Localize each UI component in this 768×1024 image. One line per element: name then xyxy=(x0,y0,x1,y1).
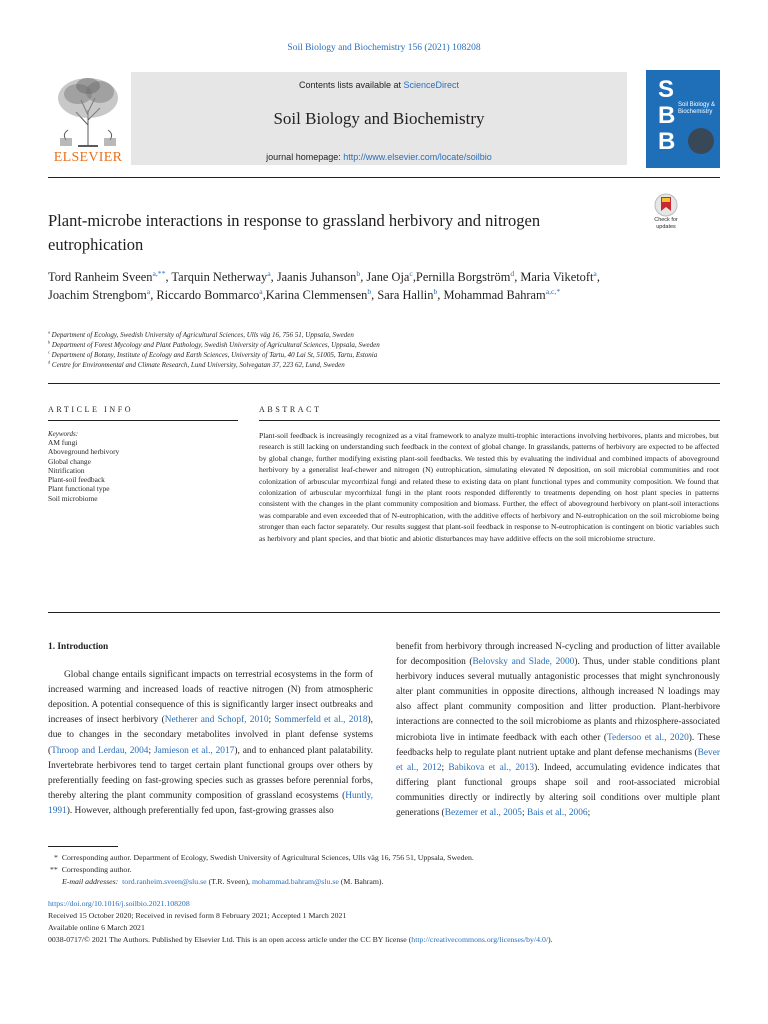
corresponding-author-note: ** Corresponding author. xyxy=(50,865,132,875)
cover-letter: S xyxy=(658,76,675,103)
affiliation xyxy=(48,350,608,360)
body-text: ; xyxy=(587,808,591,819)
footnote-rule xyxy=(48,846,118,847)
body-text: ; xyxy=(522,808,527,819)
author-name[interactable]: Tord Ranheim Sveen xyxy=(48,270,153,284)
author-separator: , xyxy=(437,288,444,302)
homepage-line: journal homepage: http://www.elsevier.com/locate/soilbio xyxy=(266,152,492,162)
affiliation-marker[interactable]: c xyxy=(409,268,413,278)
homepage-link[interactable]: http://www.elsevier.com/locate/soilbio xyxy=(343,152,492,162)
body-text: ). Thus, under stable conditions plant herbivory induces several mutually antagonistic processes that might synchronously alter plant communities in opposite directions, although increased N loadings may also affect plant community composition and litter production. Plant-herbivore interactions are connected to the soil microbiome as plants and rhizosphere-associated microbiota live in intimate feedback with each other ( xyxy=(396,657,720,743)
author-list xyxy=(48,268,608,304)
author-separator: , xyxy=(150,288,157,302)
author-separator: , xyxy=(360,270,367,284)
body-column-right xyxy=(396,640,720,821)
affiliation-marker[interactable]: a xyxy=(259,286,263,296)
affiliation-marker[interactable]: a xyxy=(593,268,597,278)
journal-cover[interactable] xyxy=(646,70,720,168)
body-column-left xyxy=(48,640,373,819)
affiliation-mark: d xyxy=(48,359,51,365)
citation-link[interactable]: Netherer and Schopf, 2010 xyxy=(164,715,269,726)
keyword: AM fungi xyxy=(48,438,78,447)
intro-paragraph xyxy=(48,668,373,819)
body-text: ). These feedbacks help to regulate plant nutrient uptake and plant defense mechanisms ( xyxy=(396,732,720,758)
author-name[interactable]: Riccardo Bommarco xyxy=(156,288,260,302)
affiliation-marker[interactable]: b xyxy=(356,268,361,278)
author-separator: , xyxy=(514,270,521,284)
body-text: ), and to enhanced plant palatability. Invertebrate herbivores tend to target certain plant functional groups over others by preferentially feeding on fast-growing species such as grasses before perennial forbs, thereby altering the plant community composition of grassland ecosystems ( xyxy=(48,745,373,801)
author-separator: , xyxy=(165,270,172,284)
author-name[interactable]: Pernilla Borgström xyxy=(415,270,511,284)
affiliation-marker[interactable]: a,c,* xyxy=(545,286,561,296)
body-text: ; xyxy=(148,745,154,756)
license-line: 0038-0717/© 2021 The Authors. Published by Elsevier Ltd. This is an open access article under the CC BY license (http://creativecommons.org/licenses/by/4.0/). xyxy=(48,935,553,944)
affiliation-marker[interactable]: a xyxy=(146,286,151,296)
article-info-heading: ARTICLE INFO xyxy=(48,405,134,414)
citation-link[interactable]: Babikova et al., 2013 xyxy=(448,762,535,773)
email-addresses: E-mail addresses: tord.ranheim.sveen@slu.se (T.R. Sveen), mohammad.bahram@slu.se (M. Bahram). xyxy=(62,877,384,887)
journal-citation-link[interactable]: Soil Biology and Biochemistry 156 (2021) 108208 xyxy=(287,43,481,53)
affiliation-marker[interactable]: d xyxy=(510,268,515,278)
author-separator: , xyxy=(371,288,378,302)
abstract-rule xyxy=(259,420,720,421)
journal-masthead xyxy=(131,72,627,165)
title-rule xyxy=(48,383,720,384)
citation-link[interactable]: Sommerfeld et al., 2018 xyxy=(274,715,368,726)
intro-paragraph-continued xyxy=(396,640,720,821)
history-dates: Received 15 October 2020; Received in revised form 8 February 2021; Accepted 1 March 2021 xyxy=(48,911,347,920)
cover-letter: B xyxy=(658,128,676,155)
check-for-updates-badge[interactable] xyxy=(646,193,686,231)
keyword-list xyxy=(48,438,218,503)
abstract-text: Plant-soil feedback is increasingly recognized as a vital framework to analyze multi-trophic interactions involving herbivores, plants and microbes, but research is still lacking on understanding such feedback in the context of global change. In grasslands, patterns of herbivory are expected to be affected by global change, further modifying existing plant-soil feedbacks. We tested this by evaluating the individual and combined impacts of aboveground herbivory by a generalist leaf-chewer and nitrogen (N) eutrophication, simulating elevated N deposition, on soil microbial communities and root colonization of arbuscular mycorrhizal fungi and related these to existing data on plant functional types and community composition. We found that colonization of arbuscular mycorrhizal fungi in the plant roots responded differently to treatments depending on host plant species in patterns consistent with the changes in the plant community composition and biomass. Further, the effect of aboveground herbivory on plant-soil interactions was comparable and even exceeded that of N-eutrophication, with the additive effects of herbivory and N-eutrophication on the soil microbiome being stronger than each factor separately. Our results suggest that plant-soil feedback in response to N-eutrophication is contingent on biotic variables such as herbivory and plant species, and that biotic and abiotic disturbances may have additive effects on the soil microbiome structure. xyxy=(259,431,719,543)
article-title: Plant-microbe interactions in response to grassland herbivory and nitrogen eutrophication xyxy=(48,211,541,254)
sciencedirect-link[interactable]: ScienceDirect xyxy=(403,80,460,90)
affiliation-marker[interactable]: b xyxy=(367,286,372,296)
cover-image xyxy=(688,128,714,154)
affiliation xyxy=(48,330,608,340)
keyword: Plant functional type xyxy=(48,484,110,494)
citation-link[interactable]: Huntly, 1991 xyxy=(48,790,373,816)
publisher-name: ELSEVIER xyxy=(53,150,123,165)
contents-line: Contents lists available at ScienceDirect xyxy=(298,80,460,90)
citation-link[interactable]: Bezemer et al., 2005 xyxy=(444,808,522,819)
keyword: Global change xyxy=(48,456,91,466)
author-name[interactable]: Jaanis Juhanson xyxy=(276,270,357,284)
affiliation xyxy=(48,360,608,370)
author-name[interactable]: Tarquin Netherway xyxy=(171,270,268,284)
email-link[interactable]: mohammad.bahram@slu.se xyxy=(251,877,339,887)
affiliation-marker[interactable]: a,** xyxy=(152,268,166,278)
abstract-end-rule xyxy=(48,612,720,613)
affiliation-text: Department of Botany, Institute of Ecology and Earth Sciences, University of Tartu, 40 Lai St, 51005, Tartu, Estonia xyxy=(49,351,378,359)
doi-link[interactable]: https://doi.org/10.1016/j.soilbio.2021.108208 xyxy=(48,899,190,908)
tree-icon xyxy=(48,70,128,150)
footnotes xyxy=(48,852,720,889)
author-name[interactable]: Sara Hallin xyxy=(377,288,434,302)
affiliation-mark: a xyxy=(48,329,50,335)
body-text: ; xyxy=(441,762,449,773)
affiliation-list xyxy=(48,330,608,370)
body-text: ). However, although preferentially fed upon, fast-growing grasses also xyxy=(66,805,334,816)
citation-link[interactable]: Belovsky and Slade, 2000 xyxy=(472,657,575,668)
citation-link[interactable]: Jamieson et al., 2017 xyxy=(153,745,235,756)
citation-link[interactable]: Bever et al., 2012 xyxy=(396,747,720,773)
author-name[interactable]: Joachim Strengbom xyxy=(48,288,147,302)
affiliation xyxy=(48,340,608,350)
affiliation-mark: c xyxy=(48,349,50,355)
keyword: Soil microbiome xyxy=(48,493,98,503)
online-date: Available online 6 March 2021 xyxy=(48,923,145,932)
body-text: benefit from herbivory through increased N-cycling and production of litter available for decomposition ( xyxy=(396,642,720,668)
keyword: Aboveground herbivory xyxy=(48,447,120,457)
section-heading: 1. Introduction xyxy=(48,642,109,652)
abstract-heading: ABSTRACT xyxy=(259,405,322,414)
license-link[interactable]: http://creativecommons.org/licenses/by/4.0/ xyxy=(411,935,549,944)
citation-link[interactable]: Tedersoo et al., 2020 xyxy=(606,732,689,743)
journal-header xyxy=(48,70,720,168)
cover-letter: B xyxy=(658,102,676,129)
author-name[interactable]: Karina Clemmensen xyxy=(265,288,368,302)
corresponding-author-note: * Corresponding author. Department of Ecology, Swedish University of Agricultural Sciences, Ulls väg 16, 756 51, Uppsala, Sweden. xyxy=(54,853,474,862)
citation-link[interactable]: Bais et al., 2006 xyxy=(526,808,588,819)
body-text: ). Indeed, accumulating evidence indicates that differing plant functional groups shape soil and root-associated microbial communities directly or indirectly by altering soil conditions over multiple plant generations ( xyxy=(396,762,720,819)
elsevier-logo[interactable] xyxy=(48,70,128,168)
author-separator: , xyxy=(262,288,266,302)
header-rule xyxy=(48,177,720,178)
citation-link[interactable]: Throop and Lerdau, 2004 xyxy=(51,745,149,756)
author-name[interactable]: Jane Oja xyxy=(366,270,410,284)
author-separator: , xyxy=(270,270,277,284)
keyword: Plant-soil feedback xyxy=(48,475,105,485)
affiliation-mark: b xyxy=(48,339,51,345)
keyword: Nitrification xyxy=(48,465,85,475)
affiliation-text: Centre for Environmental and Climate Research, Lund University, Solvegatan 37, 223 62, Lund, Sweden xyxy=(50,361,345,369)
body-text: ; xyxy=(268,715,275,726)
cover-title: Soil Biology & Biochemistry xyxy=(678,102,716,115)
author-separator: , xyxy=(412,270,416,284)
crossmark-icon xyxy=(646,193,686,217)
journal-title: Soil Biology and Biochemistry xyxy=(273,109,485,128)
affiliation-text: Department of Ecology, Swedish University of Agricultural Sciences, Ulls väg 16, 756 51, Uppsala, Sweden xyxy=(49,331,354,339)
body-text: ), due to changes in the secondary metabolites involved in plant defense systems ( xyxy=(48,715,374,756)
affiliation-marker[interactable]: a xyxy=(267,268,271,278)
affiliation-text: Department of Forest Mycology and Plant Pathology, Swedish University of Agricultural Sciences, Uppsala, Sweden xyxy=(50,341,380,349)
body-text: Global change entails significant impacts on terrestrial ecosystems in the form of increased warming and increased loads of reactive nitrogen (N) from atmospheric deposition. A potential consequence of this is significantly larger insect outbreaks and increases of insect herbivory ( xyxy=(48,670,373,726)
info-rule xyxy=(48,420,238,421)
affiliation-marker[interactable]: b xyxy=(433,286,438,296)
author-name[interactable]: Mohammad Bahram xyxy=(443,288,546,302)
author-name[interactable]: Maria Viketoft xyxy=(520,270,594,284)
publication-info xyxy=(48,898,720,946)
email-link[interactable]: tord.ranheim.sveen@slu.se xyxy=(122,877,207,887)
keywords-label: Keywords: xyxy=(48,430,79,438)
author-separator: , xyxy=(596,270,600,284)
crossmark-label: Check for updates xyxy=(654,217,678,230)
